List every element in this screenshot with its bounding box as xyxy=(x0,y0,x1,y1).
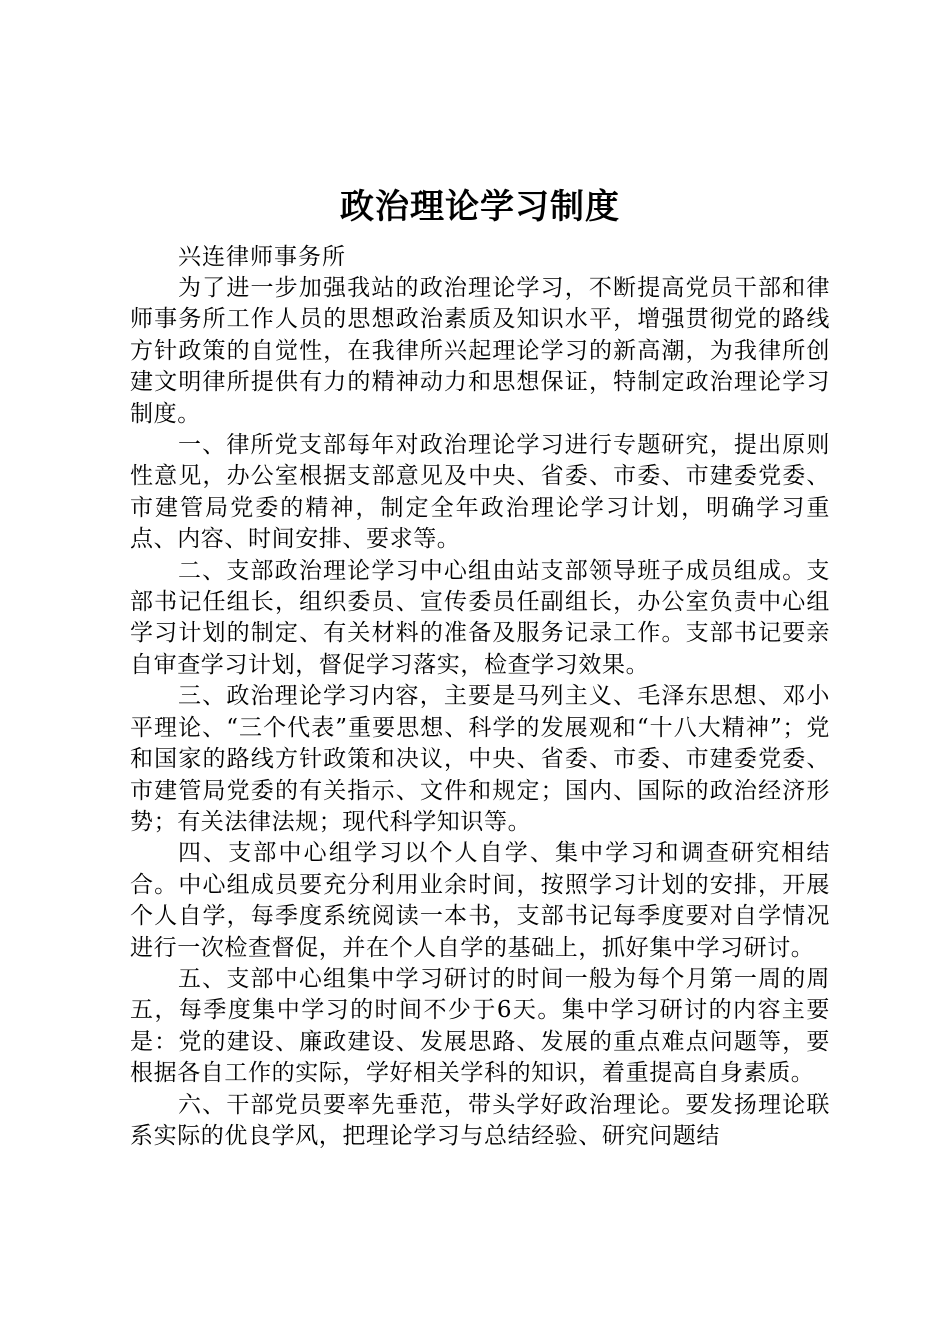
paragraph-2: 二、支部政治理论学习中心组由站支部领导班子成员组成。支部书记任组长，组织委员、宣传委员任副组长，办公室负责中心组学习计划的制定、有关材料的准备及服务记录工作。支部书记要亲自审查学习计划，督促学习落实，检查学习效果。 xyxy=(130,557,830,678)
paragraph-4: 四、支部中心组学习以个人自学、集中学习和调查研究相结合。中心组成员要充分利用业余时间，按照学习计划的安排，开展个人自学，每季度系统阅读一本书，支部书记每季度要对自学情况进行一次检查督促，并在个人自学的基础上，抓好集中学习研讨。 xyxy=(130,840,830,961)
document-title: 政治理论学习制度 xyxy=(340,187,620,227)
paragraph-intro: 为了进一步加强我站的政治理论学习，不断提高党员干部和律师事务所工作人员的思想政治素质及知识水平，增强贯彻党的路线方针政策的自觉性，在我律所兴起理论学习的新高潮，为我律所创建文明律所提供有力的精神动力和思想保证，特制定政治理论学习制度。 xyxy=(130,275,830,427)
paragraph-1: 一、律所党支部每年对政治理论学习进行专题研究，提出原则性意见，办公室根据支部意见及中央、省委、市委、市建委党委、市建管局党委的精神，制定全年政治理论学习计划，明确学习重点、内容、时间安排、要求等。 xyxy=(130,432,830,553)
paragraph-6: 六、干部党员要率先垂范，带头学好政治理论。要发扬理论联系实际的优良学风，把理论学习与总结经验、研究问题结 xyxy=(130,1091,830,1149)
organization-name: 兴连律师事务所 xyxy=(178,244,346,270)
document-page xyxy=(130,182,830,1152)
paragraph-3: 三、政治理论学习内容，主要是马列主义、毛泽东思想、邓小平理论、“三个代表”重要思想、科学的发展观和“十八大精神”；党和国家的路线方针政策和决议，中央、省委、市委、市建委党委、市建管局党委的有关指示、文件和规定；国内、国际的政治经济形势；有关法律法规；现代科学知识等。 xyxy=(130,683,830,835)
paragraph-5: 五、支部中心组集中学习研讨的时间一般为每个月第一周的周五，每季度集中学习的时间不少于6天。集中学习研讨的内容主要是：党的建设、廉政建设、发展思路、发展的重点难点问题等，要根据各自工作的实际，学好相关学科的知识，着重提高自身素质。 xyxy=(130,965,830,1087)
